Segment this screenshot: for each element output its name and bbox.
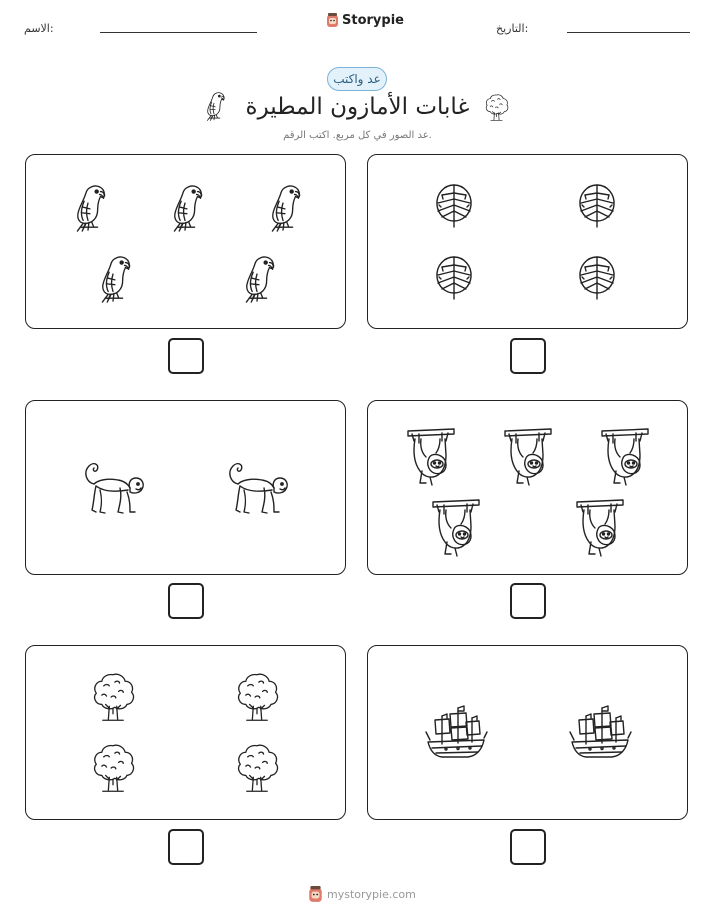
sloth-icon (406, 425, 456, 487)
pirate-ship-icon (424, 702, 488, 764)
answer-box-monkeys[interactable] (168, 583, 204, 619)
footer (308, 886, 416, 903)
count-card-trees (25, 645, 346, 820)
count-card-parrots (25, 154, 346, 329)
parrot-icon (165, 180, 205, 232)
sloth-icon (503, 425, 553, 487)
sloth-icon (575, 496, 625, 558)
parrot-icon (263, 180, 303, 232)
pirate-ship-icon (568, 702, 632, 764)
count-card-leaves (367, 154, 688, 329)
answer-box-parrots[interactable] (168, 338, 204, 374)
activity-badge: عد واكتب (327, 67, 387, 91)
date-label: التاريخ: (496, 22, 529, 35)
tree-icon (234, 742, 280, 794)
instructions: عد الصور في كل مربع. اكتب الرقم. (283, 130, 432, 141)
storypie-logo-icon (326, 13, 339, 28)
answer-box-sloths[interactable] (510, 583, 546, 619)
parrot-icon (68, 180, 108, 232)
parrot-icon (202, 89, 226, 121)
parrot-icon (93, 251, 133, 303)
tree-icon (90, 742, 136, 794)
brand-logo (326, 13, 404, 28)
worksheet-title: غابات الأمازون المطيرة (245, 94, 470, 120)
name-label: الاسم: (24, 22, 54, 35)
date-line[interactable] (567, 32, 690, 33)
monkey-icon (80, 454, 146, 518)
answer-box-leaves[interactable] (510, 338, 546, 374)
monstera-leaf-icon (434, 253, 474, 301)
sloth-icon (600, 425, 650, 487)
sloth-icon (431, 496, 481, 558)
count-card-sloths (367, 400, 688, 575)
name-line[interactable] (100, 32, 257, 33)
count-card-monkeys (25, 400, 346, 575)
monstera-leaf-icon (577, 181, 617, 229)
storypie-logo-icon (308, 886, 323, 903)
tree-icon (484, 93, 509, 122)
footer-url[interactable]: mystorypie.com (327, 888, 416, 901)
tree-icon (90, 671, 136, 723)
answer-box-trees[interactable] (168, 829, 204, 865)
brand-name: Storypie (342, 13, 404, 28)
monkey-icon (224, 454, 290, 518)
answer-box-ships[interactable] (510, 829, 546, 865)
monstera-leaf-icon (434, 181, 474, 229)
parrot-icon (237, 251, 277, 303)
monstera-leaf-icon (577, 253, 617, 301)
count-card-ships (367, 645, 688, 820)
tree-icon (234, 671, 280, 723)
